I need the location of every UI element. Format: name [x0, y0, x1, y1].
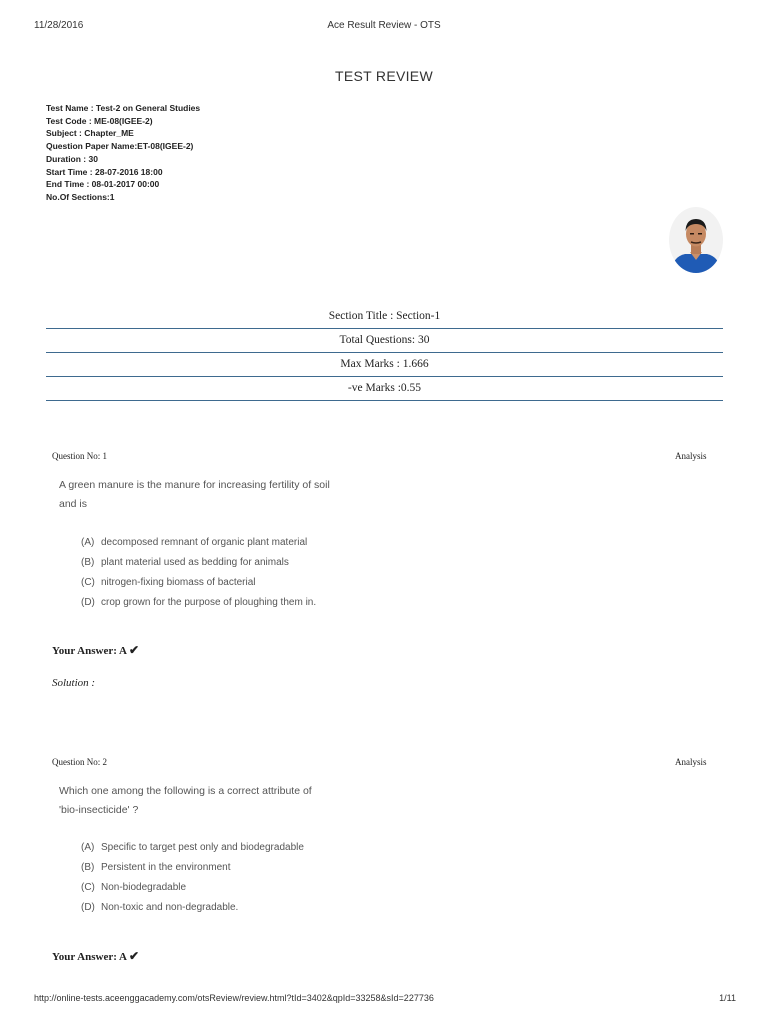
your-answer-label: Your Answer: A: [52, 951, 127, 963]
option-b: [81, 553, 316, 573]
option-letter: (C): [81, 577, 95, 588]
negative-marks: -ve Marks :0.55: [46, 377, 723, 401]
option-text: Specific to target pest only and biodegradable: [101, 842, 304, 853]
test-name: Test Name : Test-2 on General Studies: [46, 103, 201, 113]
page-number: 1/11: [719, 993, 736, 1003]
options-list: [81, 533, 316, 613]
question-paper-name: Question Paper Name:ET-08(IGEE-2): [46, 141, 194, 152]
your-answer: [52, 949, 139, 964]
option-a: [81, 533, 316, 553]
your-answer: [52, 643, 139, 658]
section-summary-table: [46, 305, 723, 401]
checkmark-icon: ✔: [128, 643, 140, 657]
question-text-line: A green manure is the manure for increasing fertility of soil: [59, 479, 330, 491]
option-letter: (B): [81, 557, 95, 568]
option-letter: (A): [81, 842, 95, 853]
question-text-line: Which one among the following is a correct attribute of: [59, 785, 312, 797]
option-d: [81, 898, 304, 918]
option-letter: (C): [81, 882, 95, 893]
print-date: 11/28/2016: [34, 20, 84, 31]
option-text: decomposed remnant of organic plant material: [101, 537, 308, 548]
checkmark-icon: ✔: [128, 949, 140, 963]
option-letter: (D): [81, 597, 95, 608]
option-c: [81, 878, 304, 898]
test-subject: Subject : Chapter_ME: [46, 128, 134, 139]
question-text-line: 'bio-insecticide' ?: [59, 804, 139, 816]
option-text: nitrogen-fixing biomass of bacterial: [101, 577, 256, 588]
option-letter: (D): [81, 902, 95, 913]
test-code: Test Code : ME-08(IGEE-2): [46, 115, 153, 126]
analysis-link[interactable]: Analysis: [675, 757, 707, 767]
start-time: Start Time : 28-07-2016 18:00: [46, 166, 163, 177]
total-questions: Total Questions: 30: [46, 329, 723, 353]
option-b: [81, 858, 304, 878]
option-text: plant material used as bedding for animals: [101, 557, 289, 568]
test-duration: Duration : 30: [46, 153, 98, 164]
avatar: [669, 207, 723, 273]
option-text: Persistent in the environment: [101, 862, 231, 873]
question-number: Question No: 1: [52, 451, 107, 461]
max-marks: Max Marks : 1.666: [46, 353, 723, 377]
solution-label: Solution :: [52, 677, 96, 689]
question-number: Question No: 2: [52, 757, 107, 767]
section-count: No.Of Sections:1: [46, 191, 115, 202]
option-text: Non-toxic and non-degradable.: [101, 902, 239, 913]
option-letter: (B): [81, 862, 95, 873]
option-letter: (A): [81, 537, 95, 548]
option-text: Non-biodegradable: [101, 882, 187, 893]
analysis-link[interactable]: Analysis: [675, 451, 707, 461]
end-time: End Time : 08-01-2017 00:00: [46, 179, 160, 190]
print-title: Ace Result Review - OTS: [327, 20, 441, 31]
user-photo-icon: [669, 207, 723, 273]
option-a: [81, 838, 304, 858]
option-d: [81, 593, 316, 613]
test-info: [46, 102, 200, 204]
option-c: [81, 573, 316, 593]
print-url: http://online-tests.aceenggacademy.com/otsReview/review.html?tId=3402&qpId=33258&sId=227736: [34, 993, 434, 1003]
question-text-line: and is: [59, 498, 88, 510]
question-text: [59, 782, 359, 820]
your-answer-label: Your Answer: A: [52, 645, 127, 657]
option-text: crop grown for the purpose of ploughing them in.: [101, 597, 317, 608]
options-list: [81, 838, 304, 918]
page-title: TEST REVIEW: [335, 68, 433, 84]
question-text: [59, 476, 359, 514]
section-title: Section Title : Section-1: [46, 305, 723, 329]
